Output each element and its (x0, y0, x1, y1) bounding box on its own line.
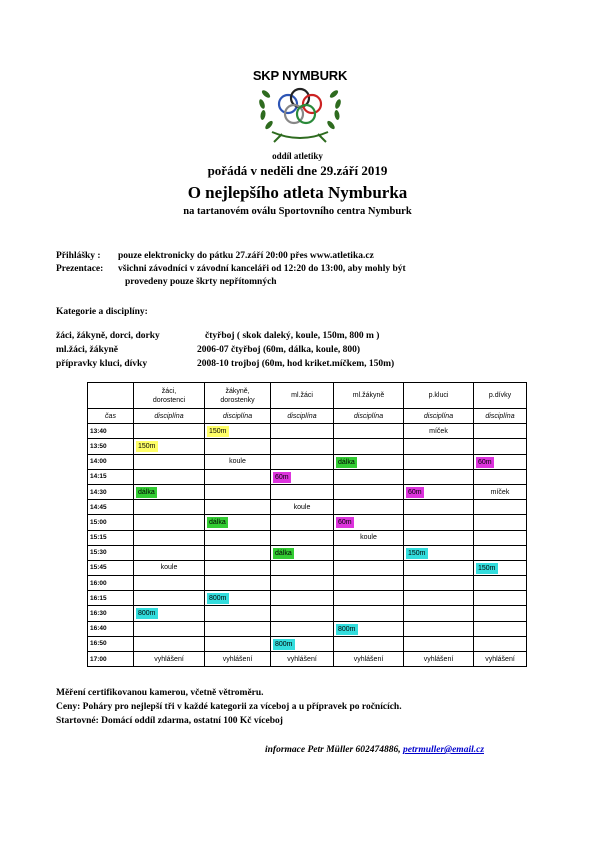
schedule-row (88, 424, 527, 439)
discipline-cell (474, 454, 527, 469)
category-disciplines: 2008-10 trojboj (60m, hod kriket.míčkem, 150m) (197, 359, 395, 369)
discipline-cell (134, 576, 205, 591)
venue: na tartanovém oválu Sportovního centra Nymburk (183, 206, 412, 217)
column-subheader: disciplína (334, 409, 404, 424)
discipline-cell (271, 484, 334, 499)
discipline-cell (134, 469, 205, 484)
discipline-cell (271, 621, 334, 636)
discipline-cell (474, 484, 527, 499)
discipline-cell (205, 591, 271, 606)
page-title: O nejlepšího atleta Nymburka (187, 183, 408, 202)
discipline-cell (134, 652, 205, 667)
discipline-cell (205, 560, 271, 575)
column-subheader: disciplína (271, 409, 334, 424)
discipline-label: míček (490, 488, 510, 496)
discipline-label: vyhlášení (154, 655, 184, 663)
schedule-row (88, 469, 527, 484)
column-subheader: disciplína (474, 409, 527, 424)
schedule-row (88, 545, 527, 560)
time-cell: 14:00 (88, 454, 134, 469)
discipline-label: dálka (275, 549, 292, 557)
time-cell: 14:45 (88, 500, 134, 515)
schedule-row (88, 484, 527, 499)
schedule-row (88, 500, 527, 515)
discipline-cell (474, 545, 527, 560)
discipline-cell (271, 560, 334, 575)
discipline-cell (205, 530, 271, 545)
discipline-cell (205, 545, 271, 560)
schedule-row (88, 591, 527, 606)
discipline-cell (205, 636, 271, 651)
registration-label: Přihlášky : (56, 251, 101, 261)
discipline-cell (474, 439, 527, 454)
time-cell: 16:50 (88, 636, 134, 651)
presentation-text-cont: provedeny pouze škrty nepřítomných (125, 277, 277, 287)
category-row (56, 345, 361, 355)
discipline-label: 150m (478, 564, 496, 572)
discipline-cell (474, 530, 527, 545)
time-cell: 15:15 (88, 530, 134, 545)
discipline-cell (205, 439, 271, 454)
discipline-cell (271, 545, 334, 560)
category-name: žáci, žákyně, dorci, dorky (56, 331, 160, 341)
discipline-cell (205, 500, 271, 515)
discipline-cell (334, 484, 404, 499)
discipline-label: 800m (138, 610, 156, 618)
category-disciplines: 2006-07 čtyřboj (60m, dálka, koule, 800) (197, 345, 361, 355)
discipline-label: koule (360, 534, 377, 542)
discipline-cell (404, 500, 474, 515)
discipline-cell (205, 652, 271, 667)
discipline-cell (134, 560, 205, 575)
discipline-cell (334, 636, 404, 651)
contact-text: informace Petr Müller 602474886, (265, 745, 401, 755)
contact-info (265, 745, 484, 755)
column-header: ml.žáci (271, 383, 334, 409)
discipline-cell (474, 621, 527, 636)
column-header: žákyně, dorostenky (205, 383, 271, 409)
schedule-row (88, 621, 527, 636)
column-subheader: disciplína (134, 409, 205, 424)
discipline-cell (205, 454, 271, 469)
discipline-cell (134, 621, 205, 636)
column-header: p.dívky (474, 383, 527, 409)
discipline-label: 60m (275, 473, 289, 481)
discipline-cell (134, 500, 205, 515)
discipline-cell (205, 606, 271, 621)
column-header: žáci, dorostenci (134, 383, 205, 409)
discipline-cell (334, 606, 404, 621)
discipline-cell (205, 469, 271, 484)
discipline-label: koule (229, 458, 246, 466)
discipline-cell (404, 439, 474, 454)
discipline-cell (134, 515, 205, 530)
discipline-label: vyhlášení (423, 655, 454, 663)
discipline-cell (334, 560, 404, 575)
discipline-cell (404, 591, 474, 606)
discipline-cell (404, 545, 474, 560)
discipline-cell (474, 500, 527, 515)
time-cell: 13:50 (88, 439, 134, 454)
discipline-label: dálka (138, 488, 155, 496)
discipline-label: dálka (338, 458, 355, 466)
category-disciplines: čtyřboj ( skok daleký, koule, 150m, 800 m ) (205, 331, 380, 341)
discipline-cell (271, 439, 334, 454)
discipline-label: koule (293, 503, 311, 511)
column-header (88, 383, 134, 409)
discipline-label: míček (429, 427, 448, 435)
discipline-cell (271, 454, 334, 469)
discipline-cell (271, 500, 334, 515)
club-logo (252, 68, 348, 146)
time-cell: 14:30 (88, 484, 134, 499)
category-row (56, 359, 395, 369)
schedule-row (88, 439, 527, 454)
schedule-row (88, 560, 527, 575)
discipline-cell (134, 424, 205, 439)
category-row (56, 331, 380, 341)
discipline-cell (271, 469, 334, 484)
discipline-cell (134, 439, 205, 454)
time-cell: 15:30 (88, 545, 134, 560)
presentation-label: Prezentace: (56, 264, 104, 274)
discipline-cell (334, 500, 404, 515)
discipline-cell (334, 591, 404, 606)
discipline-cell (271, 591, 334, 606)
time-cell: 16:40 (88, 621, 134, 636)
contact-email-link[interactable]: petrmuller@email.cz (403, 745, 485, 755)
discipline-cell (474, 636, 527, 651)
category-name: ml.žáci, žákyně (56, 345, 119, 355)
presentation-info (56, 264, 406, 274)
time-cell: 13:40 (88, 424, 134, 439)
column-header: ml.žákyně (334, 383, 404, 409)
column-subheader: čas (88, 409, 134, 424)
discipline-cell (134, 591, 205, 606)
discipline-cell (404, 621, 474, 636)
logo-title: SKP NYMBURK (252, 68, 348, 83)
discipline-cell (404, 560, 474, 575)
discipline-cell (205, 515, 271, 530)
time-cell: 16:15 (88, 591, 134, 606)
schedule-row (88, 636, 527, 651)
discipline-label: vyhlášení (222, 655, 253, 663)
discipline-cell (404, 576, 474, 591)
schedule-row (88, 530, 527, 545)
category-name: přípravky kluci, dívky (56, 359, 148, 369)
discipline-label: koule (160, 564, 178, 572)
olympic-rings-laurel-icon (252, 82, 348, 146)
discipline-cell (205, 424, 271, 439)
discipline-cell (334, 469, 404, 484)
discipline-label: 150m (408, 549, 426, 557)
discipline-label: dálka (209, 519, 226, 527)
discipline-cell (474, 652, 527, 667)
schedule-row (88, 576, 527, 591)
categories-heading: Kategorie a disciplíny: (56, 307, 148, 317)
discipline-cell (271, 652, 334, 667)
discipline-cell (271, 424, 334, 439)
registration-text: pouze elektronicky do pátku 27.září 20:00 přes www.atletika.cz (118, 251, 374, 261)
discipline-cell (474, 515, 527, 530)
discipline-label: vyhlášení (287, 655, 317, 663)
discipline-cell (334, 545, 404, 560)
discipline-cell (404, 484, 474, 499)
discipline-cell (474, 576, 527, 591)
discipline-cell (271, 636, 334, 651)
discipline-label: vyhlášení (353, 655, 384, 663)
discipline-cell (474, 606, 527, 621)
schedule-table (87, 382, 527, 667)
time-cell: 16:00 (88, 576, 134, 591)
discipline-cell (334, 621, 404, 636)
schedule-row (88, 515, 527, 530)
time-cell: 15:45 (88, 560, 134, 575)
column-subheader: disciplína (404, 409, 474, 424)
discipline-label: 60m (478, 458, 492, 466)
discipline-label: 800m (209, 595, 227, 603)
discipline-cell (134, 545, 205, 560)
discipline-label: 60m (408, 488, 422, 496)
schedule-row (88, 606, 527, 621)
discipline-cell (474, 424, 527, 439)
footer-line-fee: Startovné: Domácí oddíl zdarma, ostatní 100 Kč víceboj (56, 716, 283, 726)
discipline-cell (134, 606, 205, 621)
footer-line-prizes: Ceny: Poháry pro nejlepší tři v každé kategorii za víceboj a u přípravek po ročnících. (56, 702, 402, 712)
discipline-cell (205, 576, 271, 591)
discipline-label: 800m (275, 640, 293, 648)
discipline-cell (404, 454, 474, 469)
discipline-cell (334, 439, 404, 454)
column-header: p.kluci (404, 383, 474, 409)
footer-line-measurement: Měření certifikovanou kamerou, včetně větroměru. (56, 688, 264, 698)
discipline-cell (271, 530, 334, 545)
discipline-cell (134, 530, 205, 545)
discipline-label: 150m (209, 428, 227, 436)
time-cell: 14:15 (88, 469, 134, 484)
discipline-cell (334, 530, 404, 545)
discipline-cell (205, 484, 271, 499)
discipline-cell (271, 606, 334, 621)
registration-info (56, 251, 374, 261)
discipline-label: 800m (338, 625, 356, 633)
discipline-cell (334, 515, 404, 530)
schedule-row (88, 454, 527, 469)
presentation-text: všichni závodníci v závodní kanceláři od 12:20 do 13:00, aby mohly být (118, 264, 406, 274)
discipline-cell (271, 576, 334, 591)
discipline-cell (404, 652, 474, 667)
column-subheader: disciplína (205, 409, 271, 424)
discipline-label: 60m (338, 519, 352, 527)
discipline-cell (404, 469, 474, 484)
discipline-cell (474, 560, 527, 575)
time-cell: 17:00 (88, 652, 134, 667)
discipline-label: 150m (138, 443, 156, 451)
discipline-cell (404, 530, 474, 545)
club-section: oddíl atletiky (272, 151, 323, 161)
discipline-cell (334, 652, 404, 667)
discipline-cell (271, 515, 334, 530)
discipline-cell (404, 515, 474, 530)
discipline-cell (474, 591, 527, 606)
discipline-cell (134, 454, 205, 469)
discipline-cell (334, 454, 404, 469)
discipline-cell (205, 621, 271, 636)
discipline-cell (334, 576, 404, 591)
discipline-cell (404, 636, 474, 651)
discipline-cell (404, 606, 474, 621)
discipline-cell (334, 424, 404, 439)
discipline-cell (404, 424, 474, 439)
time-cell: 16:30 (88, 606, 134, 621)
discipline-label: vyhlášení (485, 655, 515, 663)
discipline-cell (134, 484, 205, 499)
schedule-row (88, 652, 527, 667)
time-cell: 15:00 (88, 515, 134, 530)
discipline-cell (474, 469, 527, 484)
event-date: pořádá v neděli dne 29.září 2019 (207, 163, 388, 178)
discipline-cell (134, 636, 205, 651)
